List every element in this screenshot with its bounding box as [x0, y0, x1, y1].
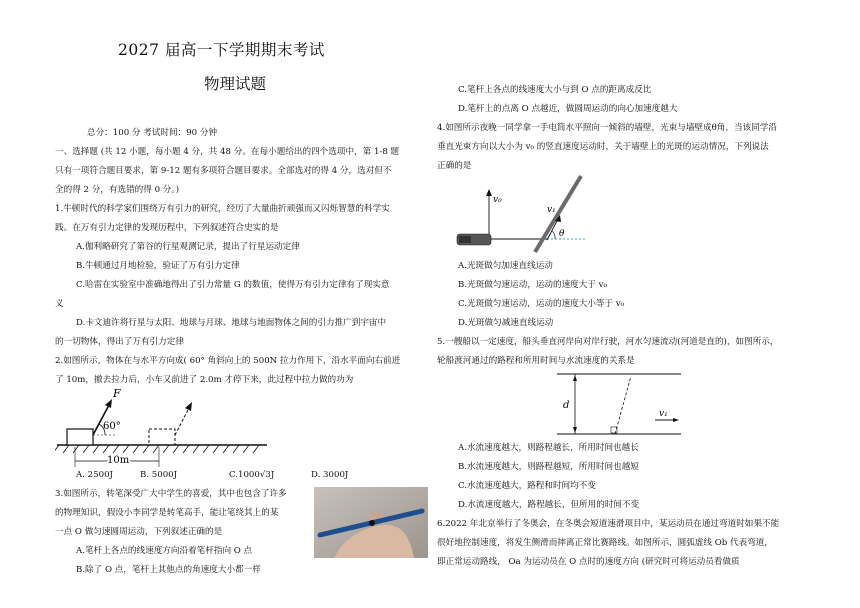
q4-stem-3: 正确的是 [437, 161, 472, 171]
q5-option-a: A.水流速度越大，则路程越长，所用时间也越长 [458, 443, 639, 453]
q5-option-c: C.水流速度越大，路程和时间均不变 [458, 481, 596, 491]
q6-stem-2: 很好地控制速度，将发生侧滑而摔离正常比赛路线。如图所示，圆弧虚线 Ob 代表弯道， [437, 538, 773, 548]
q3-option-d: D.笔杆上的点离 O 点越近，做圆周运动的向心加速度越大 [458, 104, 678, 114]
q1-option-d: D.卡文迪许将行星与太阳、地球与月球、地球与地面物体之间的引力推广到宇宙中 [76, 318, 387, 328]
q2-stem-1: 2.如图所示，物体在与水平方向成( 60° 角斜向上的 500N 拉力作用下，沿水平面向右前进 [55, 356, 401, 366]
q4-option-b: B.光斑做匀速运动，运动的速度大于 v₀ [458, 280, 607, 290]
q5-option-d: D.水流速度越大，路程越长，但所用的时间不变 [458, 500, 640, 510]
exam-subject: 物理试题 [204, 75, 267, 93]
q2-option-d: D. 3000J [311, 470, 349, 480]
q1-option-c: C.哈雷在实验室中准确地得出了引力常量 G 的数值，使得万有引力定律有了现实意 [76, 280, 390, 290]
force-label: F [113, 387, 121, 400]
q3-stem-2: 的物理知识，假设小李同学是转笔高手，能让笔绕其上的某 [55, 508, 279, 518]
flow-velocity-label: v₁ [659, 409, 668, 419]
q1-stem-1: 1.牛顿时代的科学家们围绕万有引力的研究，经历了大量曲折顽强而又闪烁智慧的科学实 [55, 204, 390, 214]
angle-label: 60° [103, 421, 121, 432]
distance-label: 10m [107, 455, 130, 466]
v0-label: v₀ [493, 195, 502, 205]
q4-stem-1: 4.如图所示夜晚一同学拿一手电筒水平照向一倾斜的墙壁，光束与墙壁成θ角，当该同学沿 [437, 123, 777, 133]
q2-option-b: B. 5000J [140, 470, 178, 480]
section-text-2: 只有一项符合题目要求，第 9-12 题有多项符合题目要求。全部选对的得 4 分，选对但不 [55, 166, 392, 176]
q4-stem-2: 垂直光束方向以大小为 v₀ 的竖直速度运动时，关于墙壁上的光斑的运动情况，下列说法 [437, 142, 769, 152]
q6-stem-3: 即正常运动路线， Oa 为运动员在 O 点时的速度方向 (研究时可将运动员看做质 [437, 557, 740, 567]
q4-option-d: D.光斑做匀减速直线运动 [458, 318, 554, 328]
q3-stem-3: 一点 O 做匀速圆周运动，下列叙述正确的是 [55, 527, 223, 537]
q2-option-a: A. 2500J [76, 470, 113, 480]
q3-pen-photo [314, 487, 428, 558]
q4-option-a: A.光斑做匀加速直线运动 [458, 261, 553, 271]
q5-option-b: B.水流速度越大，则路程越短，所用时间也越短 [458, 462, 639, 472]
q4-figure [455, 172, 595, 254]
q5-stem-2: 轮船渡河通过的路程和所用时间与水流速度的关系是 [437, 356, 635, 366]
exam-meta: 总分：100 分 考试时间：90 分钟 [87, 128, 218, 138]
right-column-lower [437, 439, 847, 572]
tilted-wall [535, 176, 581, 252]
right-column-mid [437, 257, 847, 371]
v1-label: v₁ [547, 205, 556, 215]
block-end [149, 429, 175, 445]
q1-option-b: B.牛顿通过月地检验，验证了万有引力定律 [76, 261, 240, 271]
q3-option-c: C.笔杆上各点的线速度大小与到 O 点的距离成反比 [458, 85, 652, 95]
width-label: d [563, 400, 570, 411]
q3-stem-1: 3.如图所示，转笔深受广大中学生的喜爱，其中也包含了许多 [55, 489, 287, 499]
q2-figure [55, 383, 275, 467]
exam-title: 2027 届高一下学期期末考试 [118, 41, 325, 59]
q6-stem-1: 6.2022 年北京举行了冬奥会，在冬奥会短道速滑项目中，某运动员在通过弯道时如果不能 [437, 519, 780, 529]
left-column [55, 124, 435, 390]
q3-option-b: B.除了 O 点，笔杆上其他点的角速度大小都一样 [76, 565, 261, 575]
q4-option-c: C.光斑做匀速运动，运动的速度大小等于 v₀ [458, 299, 625, 309]
block-start [67, 429, 93, 445]
q1-option-d-cont: 的一切物体，得出了万有引力定律 [55, 337, 184, 347]
q2-stem-2: 了 10m，撤去拉力后，小车又前进了 2.0m 才停下来，此过程中拉力做的功为 [55, 375, 354, 385]
q3-option-a: A.笔杆上各点的线速度方向沿着笔杆指向 O 点 [76, 546, 253, 556]
theta-label: θ [559, 229, 565, 239]
q2-option-c: C.1000√3J [229, 470, 275, 480]
section-text-3: 全的得 2 分，有选错的得 0 分。) [55, 185, 180, 195]
right-column [437, 81, 847, 176]
q1-option-c-cont: 义 [55, 299, 64, 309]
q5-figure [555, 368, 695, 442]
q1-stem-2: 践。在万有引力定律的发现历程中，下列叙述符合史实的是 [55, 223, 279, 233]
q1-option-a: A.伽利略研究了第谷的行星观测记录，提出了行星运动定律 [76, 242, 300, 252]
section-text-1: 一、选择题 (共 12 小题，每小题 4 分，共 48 分。在每小题给出的四个选项中，第 1-8 题 [55, 147, 400, 157]
q5-stem-1: 5.一艘船以一定速度，船头垂直河岸向对岸行驶，河水匀速流动(河道是直的)，如图所示， [437, 337, 779, 347]
